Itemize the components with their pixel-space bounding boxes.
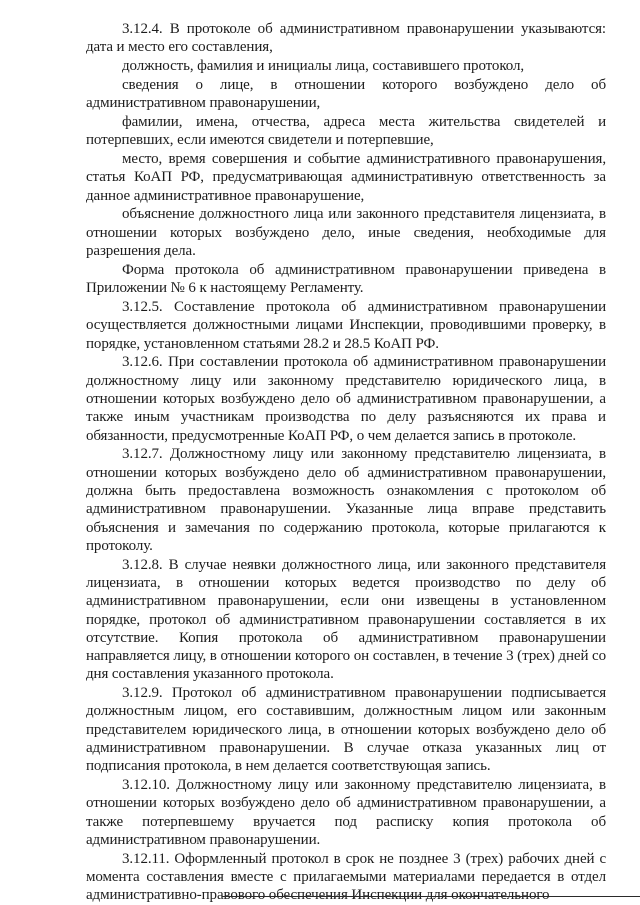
paragraph-3-12-6: 3.12.6. При составлении протокола об административном правонарушении должностному лицу или законному представителю юридического лица, в отношении которых возбуждено дело об административном правонарушении, а также иным участникам производства по делу разъясняются их права и обязанности, предусмотренные КоАП РФ, о чем делается запись в протоколе.	[86, 354, 606, 444]
paragraph-official-name: должность, фамилия и инициалы лица, составившего протокол,	[122, 58, 524, 75]
paragraph-3-12-11: 3.12.11. Оформленный протокол в срок не позднее 3 (трех) рабочих дней с момента составления вместе с прилагаемыми материалами передается в отдел административно-правового обеспечения Инспекции для окончательного	[86, 850, 606, 904]
document-body	[86, 20, 606, 905]
paragraph-person-info: сведения о лице, в отношении которого возбуждено дело об административном правонарушении,	[86, 76, 606, 112]
bottom-rule	[222, 896, 640, 897]
paragraph-3-12-7: 3.12.7. Должностному лицу или законному представителю лицензиата, в отношении которых возбуждено дело об административном правонарушении, должна быть предоставлена возможность ознакомления с протоколом об административном правонарушении. Указанные лица вправе представить объяснения и замечания по содержанию протокола, которые прилагаются к протоколу.	[86, 446, 606, 554]
paragraph-3-12-10: 3.12.10. Должностному лицу или законному представителю лицензиата, в отношении которых возбуждено дело об административном правонарушении, а также потерпевшему вручается под расписку копия протокола об административном правонарушении.	[86, 777, 606, 849]
paragraph-3-12-8: 3.12.8. В случае неявки должностного лица, или законного представителя лицензиата, в отношении которых ведется производство по делу об административном правонарушении, если они извещены в установленном порядке, протокол об административном правонарушении составляется в их отсутствие. Копия протокола об административном правонарушении направляется лицу, в отношении которого он составлен, в течение 3 (трех) дней со дня составления указанного протокола.	[86, 556, 606, 683]
paragraph-protocol-form: Форма протокола об административном правонарушении приведена в Приложении № 6 к настоящему Регламенту.	[86, 261, 606, 297]
paragraph-witnesses: фамилии, имена, отчества, адреса места жительства свидетелей и потерпевших, если имеются свидетели и потерпевшие,	[86, 113, 606, 149]
paragraph-3-12-9: 3.12.9. Протокол об административном правонарушении подписывается должностным лицом, его составившим, должностным лицом или законным представителем юридического лица, в отношении которых возбуждено дело об административном правонарушении. В случае отказа указанных лиц от подписания протокола, в нем делается соответствующая запись.	[86, 685, 606, 775]
paragraph-explanation: объяснение должностного лица или законного представителя лицензиата, в отношении которых возбуждено дело, иные сведения, необходимые для разрешения дела.	[86, 206, 606, 260]
paragraph-offense-event: место, время совершения и событие административного правонарушения, статья КоАП РФ, предусматривающая административную ответственность за данное административное правонарушение,	[86, 151, 606, 204]
paragraph-3-12-4: 3.12.4. В протоколе об административном правонарушении указываются: дата и место его составления,	[86, 21, 606, 56]
paragraph-3-12-5: 3.12.5. Составление протокола об административном правонарушении осуществляется должностными лицами Инспекции, проводившими проверку, в порядке, установленном статьями 28.2 и 28.5 КоАП РФ.	[86, 298, 606, 352]
